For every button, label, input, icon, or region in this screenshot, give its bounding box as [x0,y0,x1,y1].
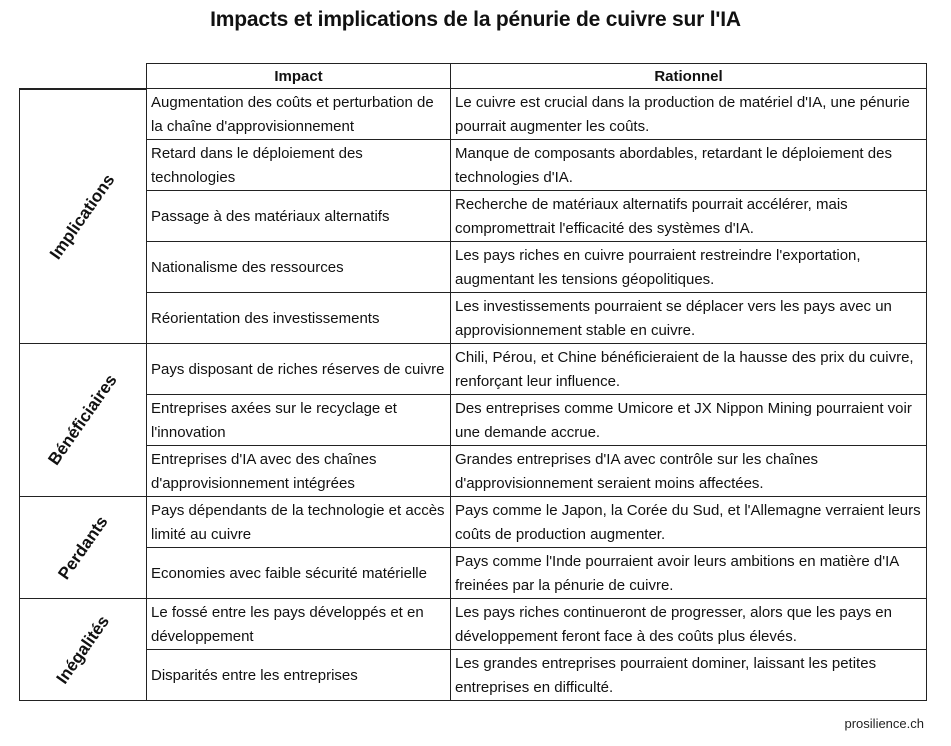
impact-text: Pays disposant de riches réserves de cuivre [151,360,445,378]
group-label: Bénéficiaires [44,370,121,469]
table-cell-impact [147,344,451,395]
table-cell-rationale [451,446,927,497]
table-cell-impact [147,89,451,140]
rationale-text: Des entreprises comme Umicore et JX Nippon Mining pourraient voir une demande accrue. [455,399,912,441]
table-cell-impact [147,548,451,599]
table-cell-rationale [451,191,927,242]
table-cell-impact [147,293,451,344]
table-cell-rationale [451,548,927,599]
footer-source: prosilience.ch [844,716,924,731]
impact-text: Entreprises d'IA avec des chaînes d'approvisionnement intégrées [151,450,377,492]
group-beneficiaires [19,344,147,497]
group-label: Inégalités [52,611,113,687]
rationale-text: Grandes entreprises d'IA avec contrôle sur les chaînes d'approvisionnement seraient moins affectées. [455,450,819,492]
table-cell-impact [147,446,451,497]
group-perdants [19,497,147,599]
table-cell-impact [147,242,451,293]
impact-text: Nationalisme des ressources [151,258,344,276]
rationale-text: Les pays riches en cuivre pourraient restreindre l'exportation, augmentant les tensions géopolitiques. [455,246,861,288]
table-cell-rationale [451,140,927,191]
group-inegalites [19,599,147,701]
rationale-text: Le cuivre est crucial dans la production de matériel d'IA, une pénurie pourrait augmenter les coûts. [455,93,910,135]
impact-text: Economies avec faible sécurité matérielle [151,564,427,582]
table-cell-impact [147,497,451,548]
table-cell-rationale [451,293,927,344]
rationale-text: Les pays riches continueront de progresser, alors que les pays en développement feront face à des coûts plus élevés. [455,603,892,645]
table-cell-rationale [451,344,927,395]
impact-text: Augmentation des coûts et perturbation de la chaîne d'approvisionnement [151,93,434,135]
table-cell-rationale [451,650,927,701]
impact-text: Entreprises axées sur le recyclage et l'innovation [151,399,397,441]
table-cell-impact [147,395,451,446]
group-label: Implications [46,170,119,263]
column-header-rationale [451,63,927,89]
table-corner [19,63,147,89]
rationale-text: Les investissements pourraient se déplacer vers les pays avec un approvisionnement stable en cuivre. [455,297,892,339]
page-title: Impacts et implications de la pénurie de cuivre sur l'IA [210,8,741,31]
rationale-text: Les grandes entreprises pourraient dominer, laissant les petites entreprises en difficulté. [455,654,877,696]
table-cell-impact [147,140,451,191]
column-header-rationale-label: Rationnel [654,67,723,85]
table-cell-rationale [451,242,927,293]
impact-table [19,63,927,701]
table-cell-rationale [451,89,927,140]
table-cell-rationale [451,395,927,446]
rationale-text: Chili, Pérou, et Chine bénéficieraient de la hausse des prix du cuivre, renforçant leur influence. [455,348,914,390]
rationale-text: Pays comme le Japon, la Corée du Sud, et l'Allemagne verraient leurs coûts de production augmenter. [455,501,921,543]
impact-text: Disparités entre les entreprises [151,666,358,684]
impact-text: Retard dans le déploiement des technologies [151,144,363,186]
table-cell-rationale [451,599,927,650]
group-label: Perdants [53,511,112,583]
column-header-impact [147,63,451,89]
rationale-text: Recherche de matériaux alternatifs pourrait accélérer, mais compromettrait l'efficacité des systèmes d'IA. [455,195,848,237]
rationale-text: Manque de composants abordables, retardant le déploiement des technologies d'IA. [455,144,892,186]
table-cell-rationale [451,497,927,548]
rationale-text: Pays comme l'Inde pourraient avoir leurs ambitions en matière d'IA freinées par la pénurie de cuivre. [455,552,899,594]
column-header-impact-label: Impact [274,67,323,85]
table-cell-impact [147,191,451,242]
group-implications [19,89,147,344]
table-cell-impact [147,599,451,650]
impact-text: Réorientation des investissements [151,309,380,327]
impact-text: Passage à des matériaux alternatifs [151,207,390,225]
table-cell-impact [147,650,451,701]
impact-text: Pays dépendants de la technologie et accès limité au cuivre [151,501,445,543]
impact-text: Le fossé entre les pays développés et en développement [151,603,424,645]
